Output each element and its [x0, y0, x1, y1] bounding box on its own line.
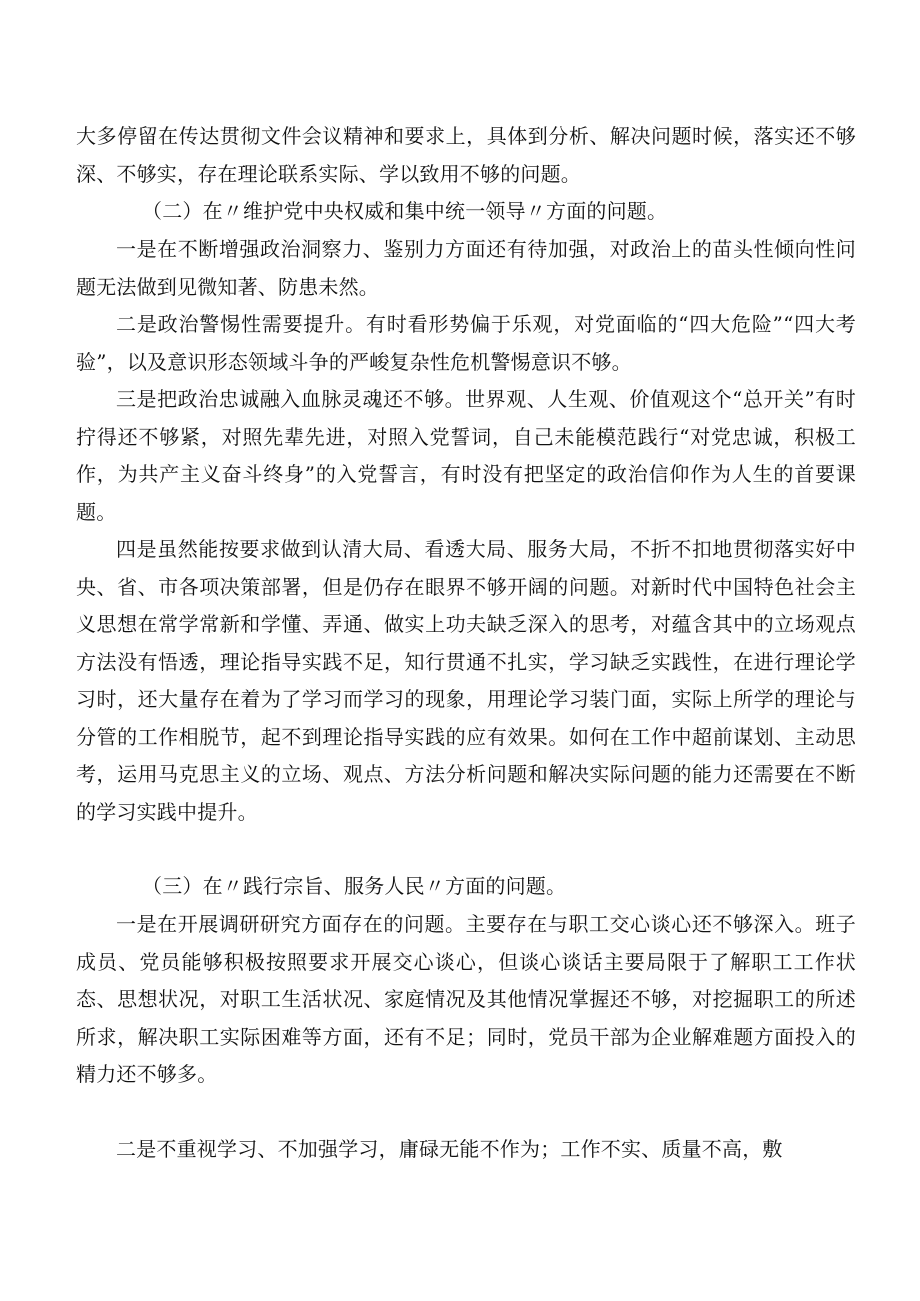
- paragraph-continuation: 大多停留在传达贯彻文件会议精神和要求上，具体到分析、解决问题时候，落实还不够深、不够实，存在理论联系实际、学以致用不够的问题。: [76, 124, 856, 186]
- paragraph-item: 二是政治警惕性需要提升。有时看形势偏于乐观，对党面临的“四大危险”“四大考验”，以及意识形态领域斗争的严峻复杂性危机警惕意识不够。: [76, 312, 856, 374]
- section-heading-2: （二）在〃维护党中央权威和集中统一领导〃方面的问题。: [142, 199, 668, 223]
- paragraph-item: 三是把政治忠诚融入血脉灵魂还不够。世界观、人生观、价值观这个“总开关”有时拧得还不够紧，对照先辈先进，对照入党誓词，自己未能模范践行“对党忠诚，积极工作，为共产主义奋斗终身”的入党誓言，有时没有把坚定的政治信仰作为人生的首要课题。: [76, 387, 856, 524]
- paragraph-item: 四是虽然能按要求做到认清大局、看透大局、服务大局，不折不扣地贯彻落实好中央、省、市各项决策部署，但是仍存在眼界不够开阔的问题。对新时代中国特色社会主义思想在常学常新和学懂、弄通、做实上功夫缺乏深入的思考，对蕴含其中的立场观点方法没有悟透，理论指导实践不足，知行贯通不扎实，学习缺乏实践性，在进行理论学习时，还大量存在着为了学习而学习的现象，用理论学习装门面，实际上所学的理论与分管的工作相脱节，起不到理论指导实践的应有效果。如何在工作中超前谋划、主动思考，运用马克思主义的立场、观点、方法分析问题和解决实际问题的能力还需要在不断的学习实践中提升。: [76, 537, 856, 824]
- paragraph-item: 二是不重视学习、不加强学习，庸碌无能不作为；工作不实、质量不高，敷: [116, 1137, 783, 1161]
- section-heading-3: （三）在〃践行宗旨、服务人民〃方面的问题。: [142, 874, 567, 898]
- paragraph-item: 一是在开展调研研究方面存在的问题。主要存在与职工交心谈心还不够深入。班子成员、党员能够积极按照要求开展交心谈心，但谈心谈话主要局限于了解职工工作状态、思想状况，对职工生活状况、家庭情况及其他情况掌握还不够，对挖掘职工的所述所求，解决职工实际困难等方面，还有不足；同时，党员干部为企业解难题方面投入的精力还不够多。: [76, 912, 856, 1086]
- paragraph-item: 一是在不断增强政治洞察力、鉴别力方面还有待加强，对政治上的苗头性倾向性问题无法做到见微知著、防患未然。: [76, 237, 856, 299]
